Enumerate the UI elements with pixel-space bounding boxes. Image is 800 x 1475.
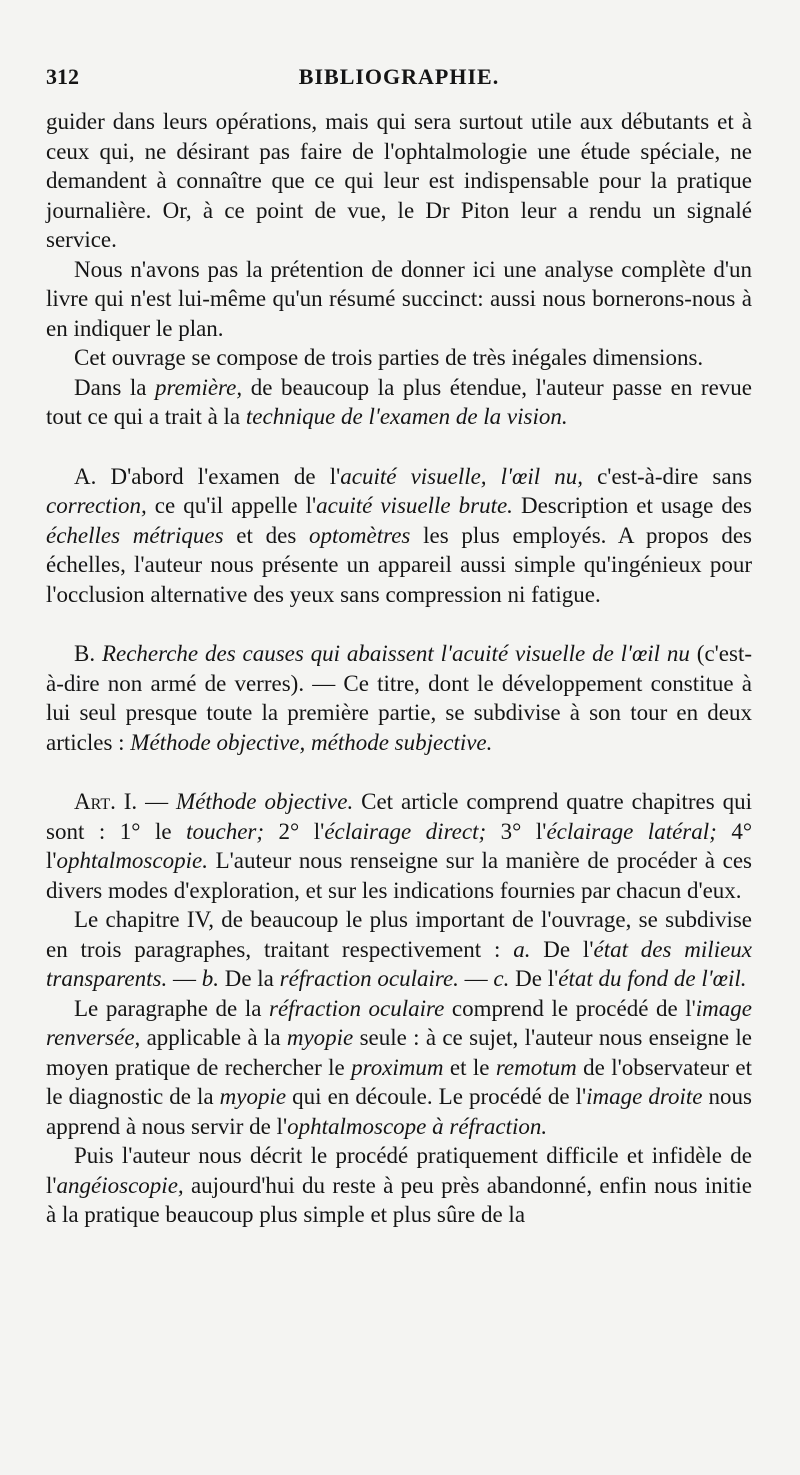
refraction-paragraph: Le paragraphe de la réfraction oculaire comprend le procédé de l'image renversée, applicable à la myopie seule : à ce sujet, l'auteur nous enseigne le moyen pratique de rechercher le proximum et le remotum de l'observateur et le diagnostic de la myopie qui en découle. Le procédé de l'image droite nous apprend à nous servir de l'ophtalmoscope à réfraction. bbox=[46, 995, 753, 1139]
section-b-paragraph: B. Recherche des causes qui abaissent l'acuité visuelle de l'œil nu (c'est-à-dire non armé de verres). — Ce titre, dont le développement constitue à lui seul presque toute la première partie, se subdivise à son tour en deux articles : Méthode objective, méthode subjective. bbox=[46, 641, 753, 755]
page-number: 312 bbox=[46, 64, 79, 89]
paragraph-intro-continuation: guider dans leurs opérations, mais qui sera surtout utile aux débutants et à ceux qui, ne désirant pas faire de l'ophtalmologie une étude spéciale, ne demandent à connaître que ce qui leur est indispensable pour la pratique journalière. Or, à ce point de vue, le Dr Piton leur a rendu un signalé service. bbox=[46, 109, 752, 252]
chapter-four-paragraph: Le chapitre IV, de beaucoup le plus important de l'ouvrage, se subdivise en trois paragraphes, traitant respectivement : a. De l'état des milieux transparents. — b. De la réfraction oculaire. — c. De l'état du fond de l'œil. bbox=[46, 907, 752, 991]
page-body bbox=[46, 107, 752, 1230]
paragraph-first-part: Dans la première, de beaucoup la plus étendue, l'auteur passe en revue tout ce qui a trait à la technique de l'examen de la vision. bbox=[46, 374, 752, 429]
paragraph-analysis: Nous n'avons pas la prétention de donner ici une analyse complète d'un livre qui n'est lui-même qu'un résumé succinct: aussi nous bornerons-nous à en indiquer le plan. bbox=[46, 256, 752, 341]
paragraph-three-parts: Cet ouvrage se compose de trois parties de très inégales dimensions. bbox=[74, 345, 704, 370]
article-one-paragraph: Art. I. — Méthode objective. Cet article comprend quatre chapitres qui sont : 1° le toucher; 2° l'éclairage direct; 3° l'éclairage latéral; 4° l'ophtalmoscopie. L'auteur nous renseigne sur la manière de procéder à ces divers modes d'exploration, et sur les indications fournies par chacun d'eux. bbox=[46, 789, 753, 903]
running-title: BIBLIOGRAPHIE. bbox=[298, 64, 500, 89]
section-a-paragraph: A. D'abord l'examen de l'acuité visuelle, l'œil nu, c'est-à-dire sans correction, ce qu'il appelle l'acuité visuelle brute. Description et usage des échelles métriques et des optomètres les plus employés. A propos des échelles, l'auteur nous présente un appareil aussi simple qu'ingénieux pour l'occlusion alternative des yeux sans compression ni fatigue. bbox=[46, 463, 753, 607]
page-header bbox=[46, 64, 752, 98]
angeioscopy-paragraph: Puis l'auteur nous décrit le procédé pratiquement difficile et infidèle de l'angéioscopie, aujourd'hui du reste à peu près abandonné, enfin nous initie à la pratique beaucoup plus simple et plus sûre de la bbox=[46, 1143, 752, 1227]
